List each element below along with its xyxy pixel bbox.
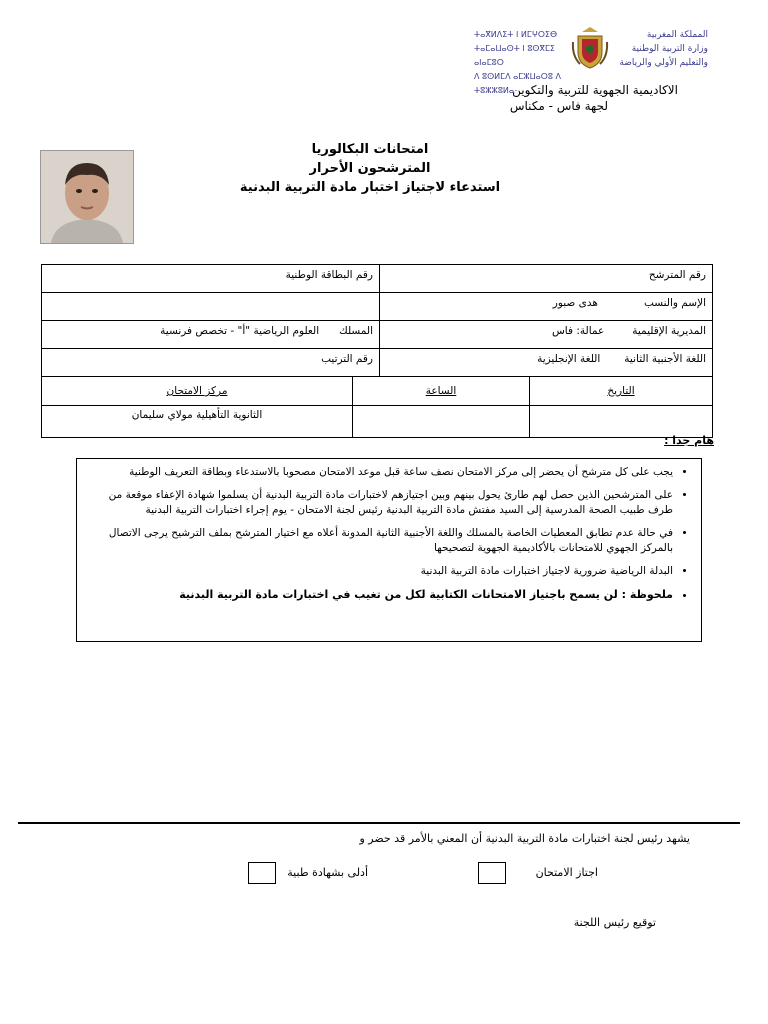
- option-medical-label: أدلى بشهادة طبية: [287, 866, 368, 879]
- important-label: هام جدا :: [664, 434, 714, 447]
- national-id-label: رقم البطاقة الوطنية: [285, 269, 373, 281]
- full-name-value: هدى صبور: [552, 297, 598, 309]
- option-passed-label: اجتاز الامتحان: [535, 866, 598, 879]
- time-header-label: الساعة: [425, 385, 457, 397]
- time-value: [353, 406, 530, 438]
- time-header: [353, 377, 530, 406]
- center-header-label: مركز الامتحان: [166, 385, 228, 397]
- foreign-language-value: اللغة الإنجليزية: [537, 353, 601, 365]
- note-item: • على المترشحين الذين حصل لهم طارئ يحول بينهم وبين اجتيازهم لاختبارات مادة التربية البدنية أن يسلموا شهادة الإعفاء موقعة من طرف طبيب الصحة المدرسية إلى السيد مفتش مادة التربية البدنية رئيس لجنة الامتحان - يوم إجراء اختبارات التربية البدنية: [91, 488, 673, 518]
- coat-of-arms-icon: [570, 26, 610, 70]
- academy-line: الاكاديمية الجهوية للتربية والتكوين: [512, 83, 678, 97]
- track-value: العلوم الرياضية "أ" - تخصص فرنسية: [160, 325, 320, 337]
- track-label: المسلك: [339, 325, 373, 337]
- ministry-line: وزارة التربية الوطنية: [631, 44, 708, 54]
- person-photo-icon: [41, 151, 133, 243]
- directorate-value: عمالة: فاس: [551, 325, 605, 337]
- committee-testimony: يشهد رئيس لجنة اختبارات مادة التربية البدنية أن المعني بالأمر قد حضر و: [359, 832, 690, 845]
- option-passed-checkbox[interactable]: [478, 862, 506, 884]
- tifinagh-line: ⵜⴰⴳⵍⴷⵉⵜ ⵏ ⵍⵎⵖⵔⵉⴱ: [474, 30, 558, 39]
- tifinagh-line: ⴷ ⵓⵙⵍⵎⴷ ⴰⵎⵣⵡⴰⵔⵓ ⴷ ⵜⵓⵣⵣⵓⵍⴰ: [474, 72, 561, 95]
- date-value: [530, 406, 713, 438]
- ministry-line: والتعليم الأولي والرياضة: [619, 58, 708, 68]
- academy-line: لجهة فاس - مكناس: [509, 99, 608, 113]
- national-id-cell: [42, 265, 380, 293]
- full-name-label: الإسم والنسب: [643, 297, 706, 309]
- candidate-number-cell: [380, 265, 713, 293]
- rank-label: رقم الترتيب: [321, 353, 373, 365]
- notes-box: [76, 458, 702, 642]
- candidate-photo: [40, 150, 134, 244]
- note-item: • البدلة الرياضية ضرورية لاجتياز اختبارات مادة التربية البدنية: [91, 564, 673, 579]
- section-divider: [18, 822, 740, 824]
- ministry-line: المملكة المغربية: [646, 30, 708, 40]
- signature-label: توقيع رئيس اللجنة: [573, 916, 656, 929]
- directorate-cell: [380, 321, 713, 349]
- empty-cell: [42, 293, 380, 321]
- notes-list: [77, 465, 701, 602]
- candidate-number-label: رقم المترشح: [648, 269, 706, 281]
- title-exam: امتحانات البكالوريا: [311, 142, 429, 157]
- foreign-language-label: اللغة الأجنبية الثانية: [624, 353, 706, 365]
- academy-name: [418, 82, 678, 114]
- note-item: • يجب على كل مترشح أن يحضر إلى مركز الامتحان نصف ساعة قبل موعد الامتحان مصحوبا بالاستدعاء وبطاقة التعريف الوطنية: [91, 465, 673, 480]
- track-cell: [42, 321, 380, 349]
- title-convocation: استدعاء لاجتياز اختبار مادة التربية البدنية: [239, 180, 501, 195]
- foreign-language-cell: [380, 349, 713, 377]
- document-titles: [220, 140, 520, 197]
- center-value: الثانوية التأهيلية مولاي سليمان: [42, 406, 353, 438]
- note-item-bold: • ملحوظة : لن يسمح باجتياز الامتحانات الكتابية لكل من تغيب في اختبارات مادة التربية البدنية: [91, 587, 673, 602]
- date-header: [530, 377, 713, 406]
- option-medical-checkbox[interactable]: [248, 862, 276, 884]
- date-header-label: التاريخ: [607, 385, 635, 397]
- rank-cell: [42, 349, 380, 377]
- center-header: [42, 377, 353, 406]
- full-name-cell: [380, 293, 713, 321]
- candidate-info-table: [41, 264, 713, 377]
- tifinagh-line: ⵜⴰⵎⴰⵡⴰⵙⵜ ⵏ ⵓⵙⴳⵎⵉ ⴰⵏⴰⵎⵓⵔ: [474, 44, 555, 67]
- exam-schedule-table: [41, 376, 713, 438]
- title-candidates: المترشحون الأحرار: [309, 161, 431, 176]
- note-item: • في حالة عدم تطابق المعطيات الخاصة بالمسلك واللغة الأجنبية الثانية المدونة أعلاه مع اختيار المترشح بملف الترشيح يرجى الاتصال بالمركز الجهوي للامتحانات بالأكاديمية الجهوية لتصحيحها: [91, 526, 673, 556]
- directorate-label: المديرية الإقليمية: [632, 325, 706, 337]
